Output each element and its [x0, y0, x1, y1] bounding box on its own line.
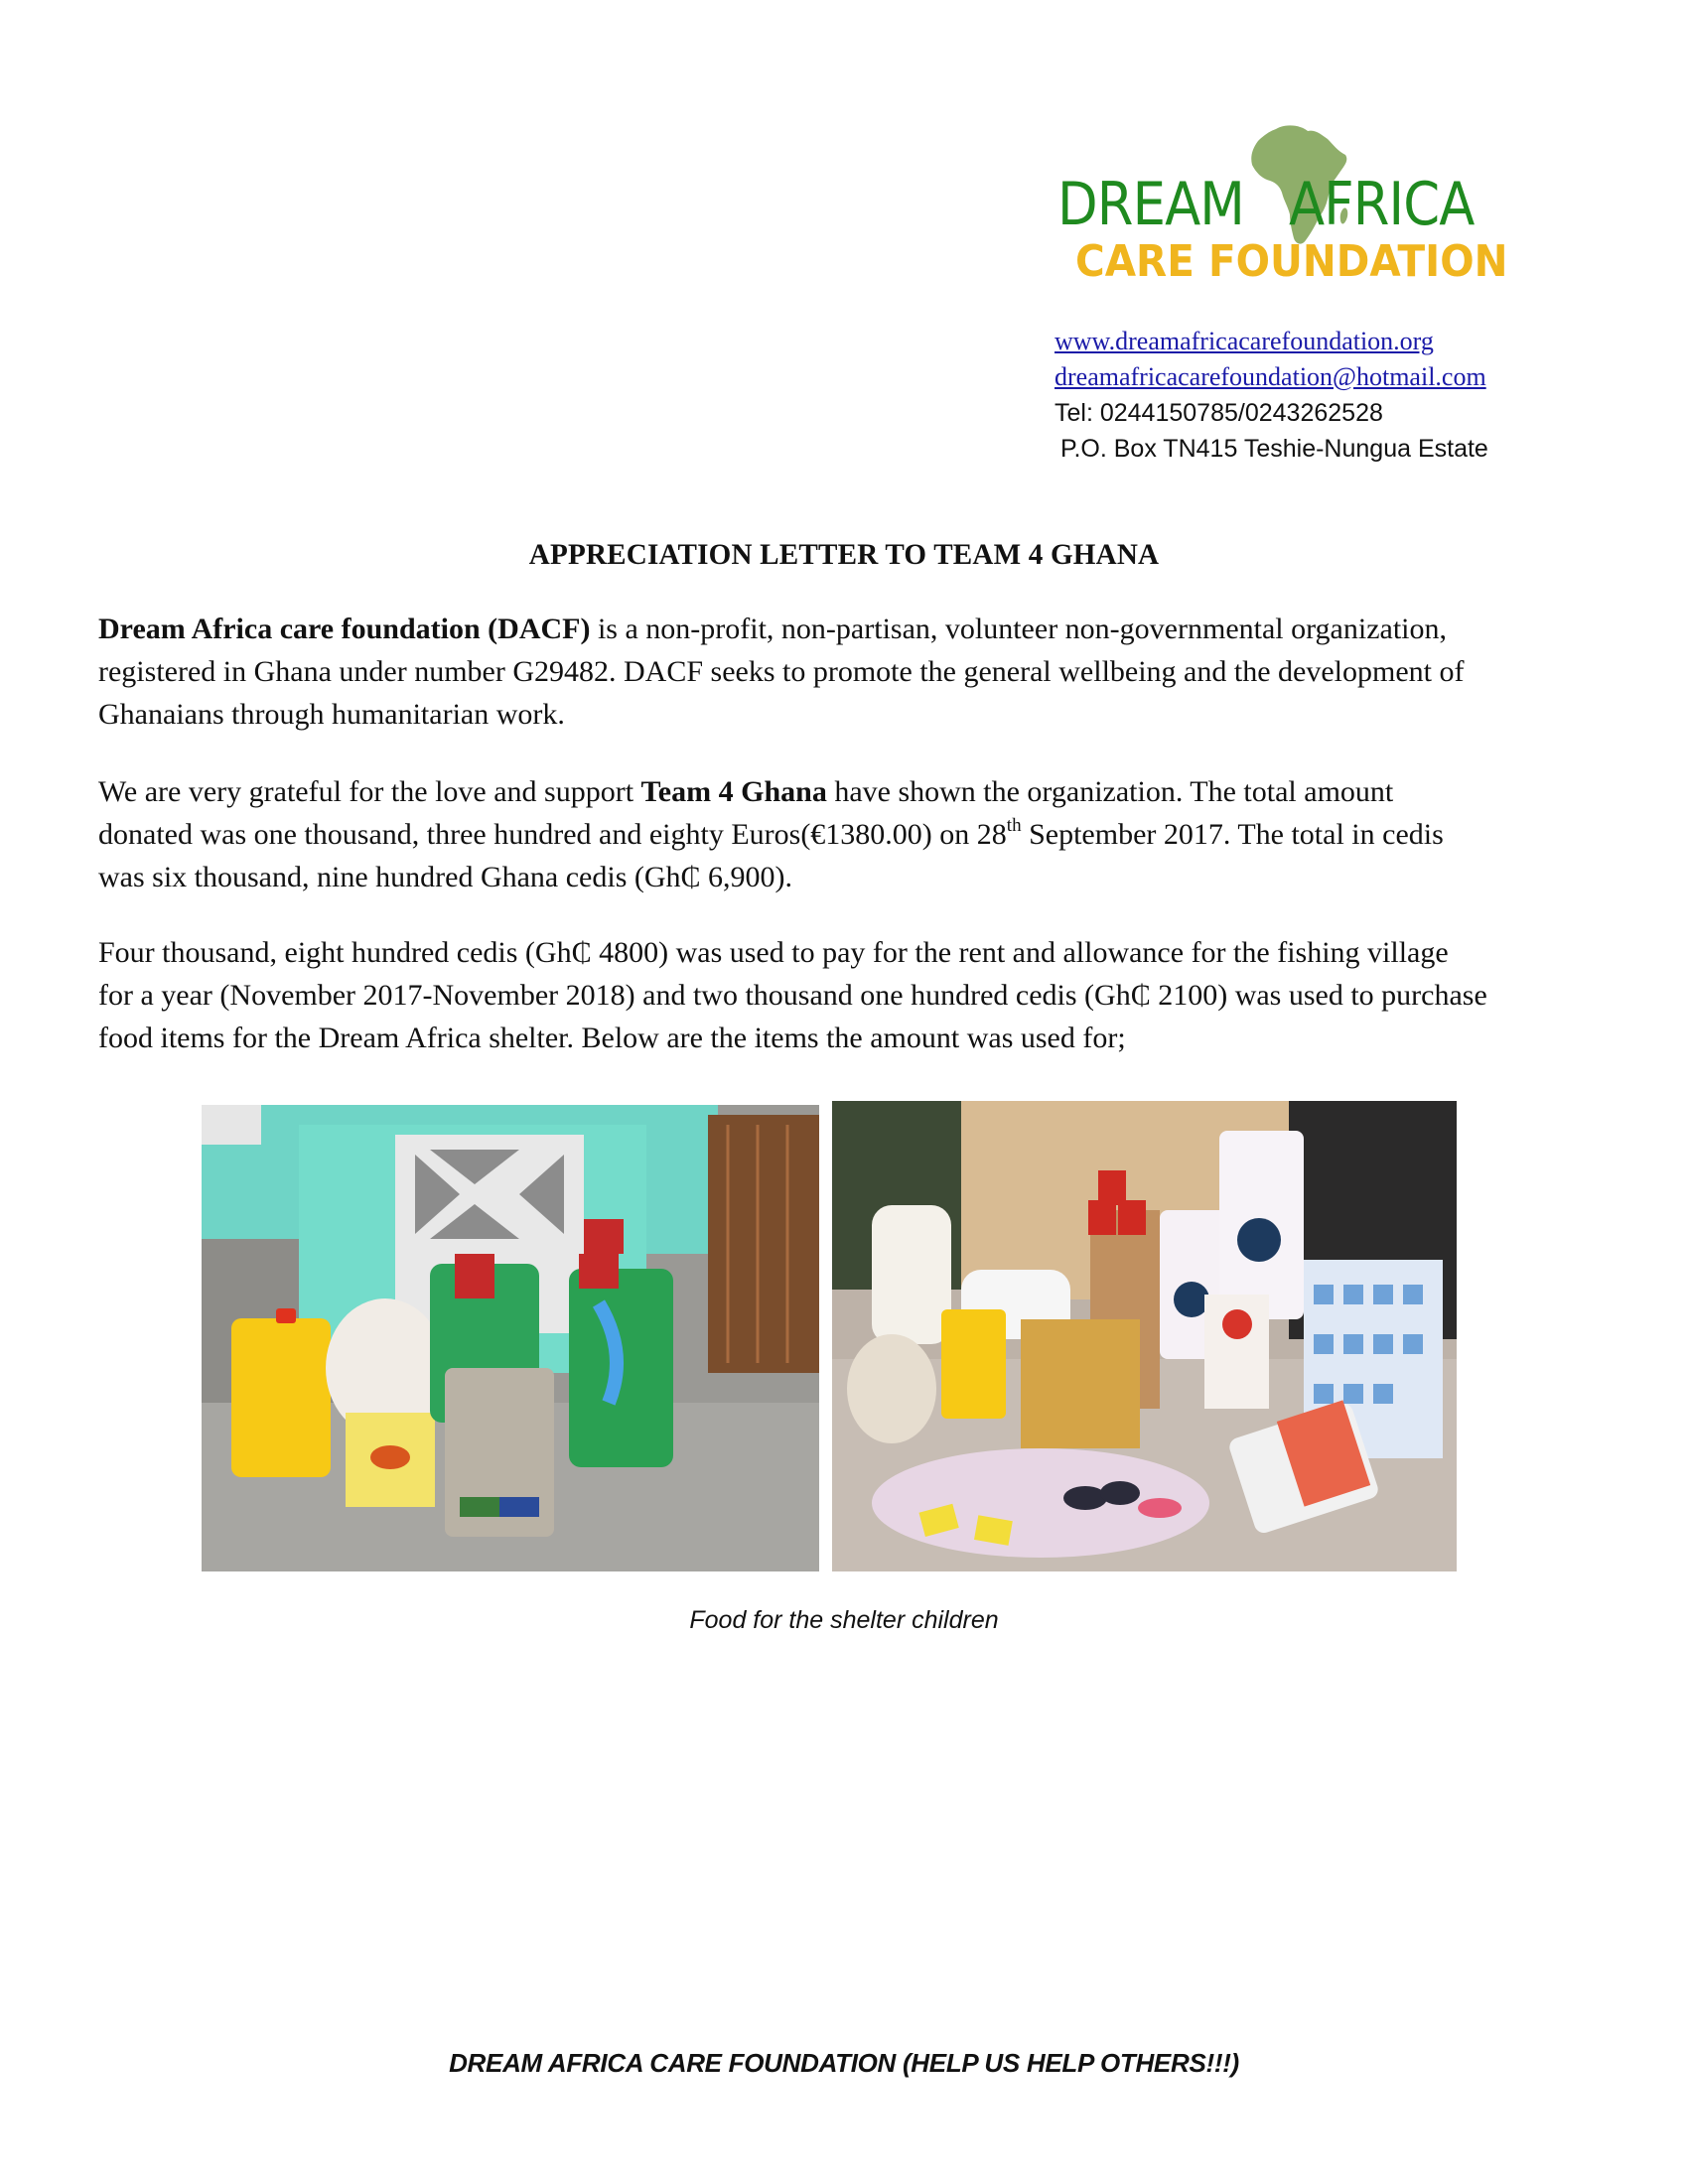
contact-block: [1055, 324, 1488, 467]
organization-logo: [1053, 117, 1539, 296]
po-box-address: P.O. Box TN415 Teshie-Nungua Estate: [1060, 435, 1488, 463]
paragraph-usage: Four thousand, eight hundred cedis (Gh₵ 4800) was used to pay for the rent and allowance for the fishing village for a year (November 2017-November 2018) and two thousand one hundred cedis (Gh₵ 2100) was used to purchase food items for the Dream Africa shelter. Below are the items the amount was used for;: [98, 936, 1487, 1054]
letter-title: APPRECIATION LETTER TO TEAM 4 GHANA: [528, 538, 1160, 571]
paragraph-about-dacf: Dream Africa care foundation (DACF) is a non-profit, non-partisan, volunteer non-governmental organization, registered in Ghana under number G29482. DACF seeks to promote the general wellbeing and the development of Ghanaians through humanitarian work.: [98, 613, 1465, 731]
logo-text-africa: AFRICA: [1289, 170, 1475, 239]
website-link[interactable]: www.dreamafricacarefoundation.org: [1055, 327, 1434, 355]
paragraph-donation: We are very grateful for the love and support Team 4 Ghana have shown the organization. The total amount donated was one thousand, three hundred and eighty Euros(€1380.00) on 28th September 2017. The total in cedis was six thousand, nine hundred Ghana cedis (Gh₵ 6,900).: [98, 775, 1444, 893]
org-name: Dream Africa care foundation (DACF): [98, 613, 591, 645]
logo-text-dream: DREAM: [1057, 170, 1244, 239]
telephone: Tel: 0244150785/0243262528: [1055, 399, 1383, 427]
photo-illustration: [202, 1105, 819, 1571]
logo-text-care-foundation: CARE FOUNDATION: [1075, 236, 1508, 287]
photo-illustration: [832, 1101, 1457, 1571]
food-items-photo-left: [202, 1105, 819, 1571]
food-items-photo-right: [832, 1101, 1457, 1571]
footer-slogan: DREAM AFRICA CARE FOUNDATION (HELP US HELP OTHERS!!!): [449, 2048, 1239, 2078]
photo-caption: Food for the shelter children: [689, 1606, 999, 1634]
donor-name: Team 4 Ghana: [640, 775, 827, 808]
email-link[interactable]: dreamafricacarefoundation@hotmail.com: [1055, 362, 1486, 391]
